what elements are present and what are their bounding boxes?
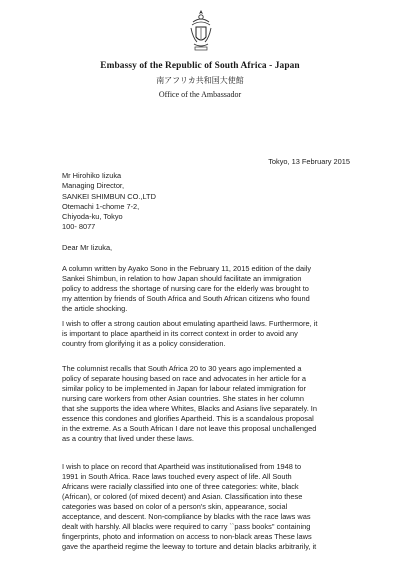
recipient-city: Chiyoda-ku, Tokyo (62, 212, 123, 222)
text-line: categories was based on color of a person's skin, appearance, social (62, 502, 288, 511)
text-line: as a country that lived under these laws. (62, 434, 194, 443)
text-line: is important to place apartheid in its correct context in order to avoid any (62, 329, 298, 338)
coat-of-arms-icon (189, 8, 213, 54)
text-line: Africans were racially classified into one of three categories: white, black (62, 482, 299, 491)
text-line: nursing care workers from other Asian countries. She states in her column (62, 394, 304, 403)
text-line: policy of separate housing based on race and advocates in her article for a (62, 374, 307, 383)
text-line: acceptance, and descent. Non-compliance by blacks with the race laws was (62, 512, 311, 521)
letter-date: Tokyo, 13 February 2015 (268, 157, 350, 166)
letterhead (0, 60, 400, 101)
text-line: dealt with harshly. All blacks were required to carry ``pass books'' containing (62, 522, 311, 531)
text-line: my attention by friends of South Africa and South African citizens who found (62, 294, 310, 303)
text-line: I wish to place on record that Apartheid was institutionalised from 1948 to (62, 462, 302, 471)
text-line: essence this condones and glorifies Apartheid. This is a scandalous proposal (62, 414, 314, 423)
paragraph-2 (62, 319, 362, 349)
recipient-street: Otemachi 1-chome 7-2, (62, 201, 140, 211)
text-line: (African), or colored (of mixed decent) and Asian. Classification into these (62, 492, 303, 501)
text-line: A column written by Ayako Sono in the February 11, 2015 edition of the daily (62, 264, 312, 273)
recipient-name: Mr Hirohiko Iizuka (62, 171, 122, 180)
text-line: that she supports the idea where Whites, Blacks and Asians live separately. In (62, 404, 317, 413)
text-line: The columnist recalls that South Africa 20 to 30 years ago implemented a (62, 364, 302, 373)
recipient-company: SANKEI SHIMBUN CO.,LTD (62, 191, 156, 201)
text-line: similar policy to be implemented in Japan for labour related immigration for (62, 384, 307, 393)
text-line: in the extreme. As a South African I dare not leave this proposal unchallenged (62, 424, 317, 433)
text-line: Sankei Shimbun, in relation to how Japan should facilitate an immigration (62, 274, 302, 283)
text-line: I wish to offer a strong caution about emulating apartheid laws. Furthermore, it (62, 319, 318, 328)
office-title: Office of the Ambassador (158, 90, 242, 99)
paragraph-1 (62, 264, 362, 314)
text-line: country from glorifying it as a policy consideration. (62, 339, 226, 348)
text-line: gave the apartheid regime the leeway to torture and detain blacks arbitrarily, it (62, 542, 317, 551)
paragraph-4 (62, 462, 362, 552)
text-line: 1991 in South Africa. Race laws touched every aspect of life. All South (62, 472, 292, 481)
recipient-title: Managing Director, (62, 181, 125, 191)
paragraph-3 (62, 364, 362, 444)
recipient-postcode: 100- 8077 (62, 222, 96, 232)
embassy-name-japanese: 南アフリカ共和国大使館 (156, 76, 244, 85)
embassy-name: Embassy of the Republic of South Africa - Japan (100, 61, 300, 71)
text-line: policy to address the shortage of nursing care for the elderly was brought to (62, 284, 309, 293)
text-line: the article shocking. (62, 304, 128, 313)
recipient-address (62, 171, 362, 233)
text-line: fingerprints, photo and information on access to non-black areas These laws (62, 532, 312, 541)
salutation: Dear Mr Iizuka, (62, 243, 113, 252)
